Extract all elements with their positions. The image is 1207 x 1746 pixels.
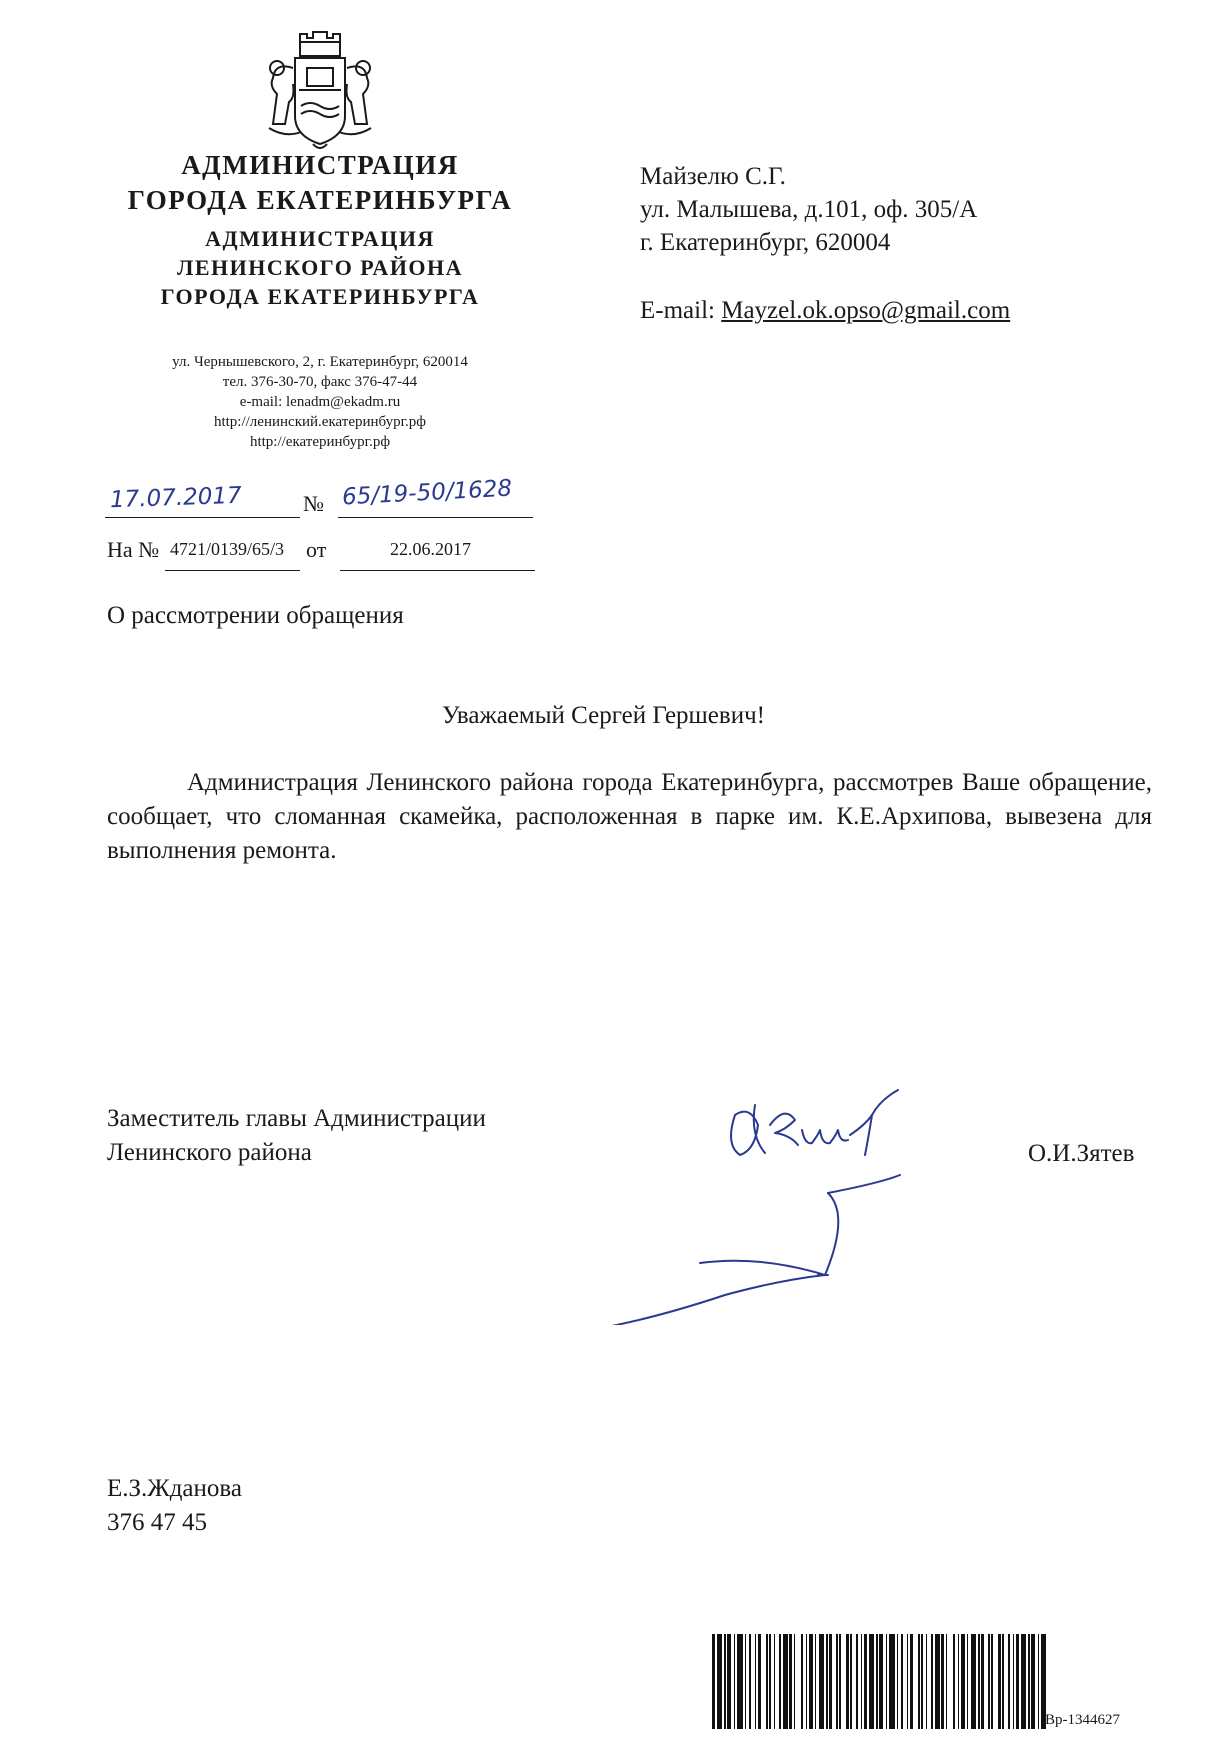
contact-phone: тел. 376-30-70, факс 376-47-44 [222, 374, 418, 390]
letter-body: Администрация Ленинского района города Екатеринбурга, рассмотрев Ваше обращение, сообщает, что сломанная скамейка, расположенная в парке им. К.Е.Архипова, вывезена для выполнения ремонта. [107, 769, 1152, 864]
email-link[interactable]: Mayzel.ok.opso@gmail.com [721, 297, 1011, 324]
reply-to-date: 22.06.2017 [390, 539, 471, 559]
signatory-name: О.И.Зятев [1028, 1140, 1135, 1167]
reply-to-label: На № [107, 537, 160, 562]
executor-block [107, 1472, 242, 1540]
contact-email: e-mail: lenadm@ekadm.ru [239, 394, 401, 410]
letter-subject: О рассмотрении обращения [107, 602, 404, 629]
addressee-email-line [640, 294, 1010, 327]
signatory-position-line2: Ленинского района [107, 1139, 312, 1166]
letter-greeting: Уважаемый Сергей Гершевич! [442, 702, 765, 729]
contact-website-city: http://екатеринбург.рф [249, 434, 391, 450]
email-label: E-mail: [640, 297, 722, 324]
org-name-line2: ГОРОДА ЕКАТЕРИНБУРГА [127, 185, 513, 215]
addressee-city: г. Екатеринбург, 620004 [640, 229, 891, 256]
number-sign: № [303, 491, 324, 516]
executor-phone: 376 47 45 [107, 1509, 207, 1536]
outgoing-date-underline [105, 517, 300, 518]
addressee-street: ул. Малышева, д.101, оф. 305/А [640, 196, 978, 223]
signatory-position-line1: Заместитель главы Администрации [107, 1105, 486, 1132]
registration-code: Вр-1344627 [1045, 1712, 1120, 1728]
outgoing-number: 65/19-50/1628 [341, 475, 513, 511]
org-name-line1: АДМИНИСТРАЦИЯ [181, 150, 459, 180]
coat-of-arms-emblem [255, 28, 385, 156]
signatory-position [107, 1102, 486, 1170]
reply-to-number: 4721/0139/65/3 [170, 539, 285, 559]
contact-address: ул. Чернышевского, 2, г. Екатеринбург, 620014 [172, 354, 468, 370]
org-contacts [95, 352, 545, 452]
outgoing-date: 17.07.2017 [109, 482, 243, 514]
from-label: от [306, 537, 327, 562]
addressee-name: Майзелю С.Г. [640, 163, 786, 190]
reply-to-number-underline [165, 570, 300, 571]
executor-name: Е.З.Жданова [107, 1475, 242, 1502]
sub-org-line2: ЛЕНИНСКОГО РАЙОНА [176, 255, 464, 280]
handwritten-signature [580, 1085, 1040, 1325]
contact-website-district: http://ленинский.екатеринбург.рф [213, 414, 427, 430]
reply-to-date-underline [340, 570, 535, 571]
sub-org-line3: ГОРОДА ЕКАТЕРИНБУРГА [160, 284, 480, 309]
sub-org-line1: АДМИНИСТРАЦИЯ [205, 226, 435, 251]
outgoing-number-underline [338, 517, 533, 518]
document-barcode [712, 1634, 1046, 1729]
